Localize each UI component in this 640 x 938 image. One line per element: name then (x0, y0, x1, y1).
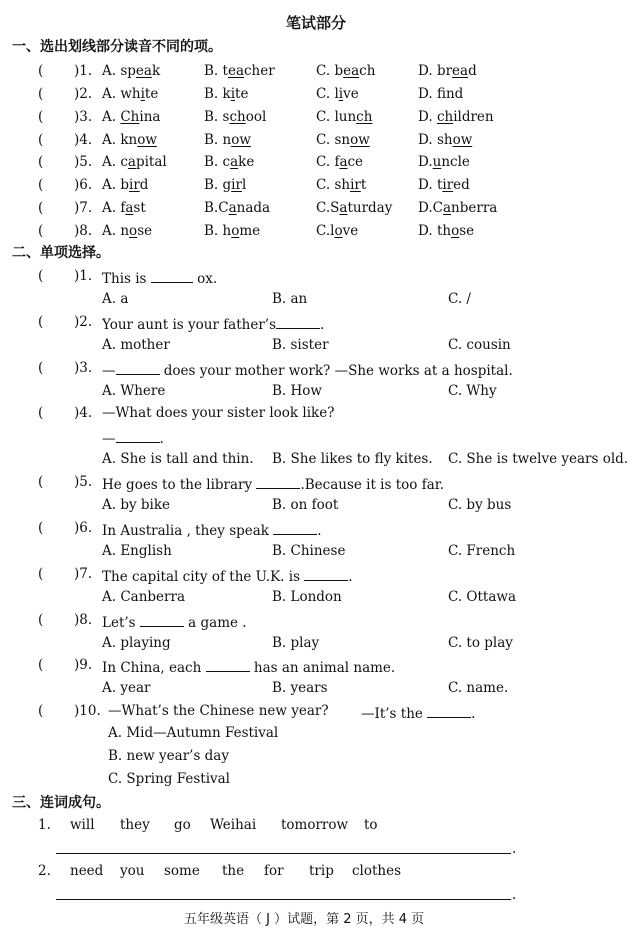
stem-text: does your mother work? —She works at a hospital. (159, 363, 513, 379)
option-letter: A. (102, 177, 121, 193)
word-part: ch (359, 63, 376, 79)
question-number: )3. (74, 109, 93, 125)
stem-text: . (317, 523, 322, 539)
underlined-part: ch (229, 109, 246, 125)
word: need (70, 863, 104, 879)
question-number: )9. (74, 657, 93, 673)
option-c (316, 88, 359, 102)
blank[interactable] (304, 568, 348, 581)
option-a: A. by bike (102, 497, 171, 513)
option-letter: D. (418, 223, 437, 239)
blank[interactable] (206, 659, 250, 672)
answer-paren: ( (38, 177, 44, 193)
word-part: C (432, 200, 443, 216)
option-letter: D. (418, 177, 437, 193)
option-letter: C. (316, 200, 331, 216)
option-d (418, 88, 463, 102)
answer-paren: ( (38, 314, 44, 330)
answer-paren: ( (38, 566, 44, 582)
word-part: nd (445, 86, 464, 102)
word-part: turday (347, 200, 393, 216)
answer-paren: ( (38, 132, 44, 148)
word-part: k (222, 86, 231, 102)
question-number: )5. (74, 474, 93, 490)
section2-heading: 二、单项选择。 (12, 245, 110, 261)
answer-paren: ( (38, 657, 44, 673)
word-part: ed (453, 177, 470, 193)
answer-paren: ( (38, 200, 44, 216)
option-b: B. play (272, 635, 320, 651)
option-b: B. How (272, 383, 322, 399)
option-letter: D. (418, 109, 437, 125)
option-a: A. playing (102, 635, 171, 651)
answer-paren: ( (38, 268, 44, 284)
stem-text: ox. (192, 271, 218, 287)
option-c (316, 202, 392, 216)
word-part: kn (120, 132, 138, 148)
underlined-part: ir (350, 177, 361, 193)
option-a: A. a (102, 291, 129, 307)
option-letter: A. (102, 223, 121, 239)
option-letter: A. (102, 86, 121, 102)
word-part: sp (120, 63, 136, 79)
word-part: ildren (453, 109, 494, 125)
option-c: C. to play (448, 635, 513, 651)
word-part: th (436, 223, 452, 239)
option-c: C. Spring Festival (108, 771, 231, 787)
option-letter: A. (102, 132, 121, 148)
question-stem (102, 614, 247, 631)
underlined-part: ir (231, 177, 242, 193)
option-letter: C. (316, 63, 335, 79)
underlined-part: i (140, 86, 145, 102)
word-part: f (120, 200, 126, 216)
option-a (102, 225, 152, 239)
question-number: 2. (38, 863, 51, 879)
word-part: wh (120, 86, 141, 102)
option-a (102, 134, 157, 148)
stem-text: . (320, 317, 325, 333)
blank[interactable] (140, 614, 184, 627)
option-d (418, 225, 474, 239)
question-stem (102, 476, 444, 493)
question-stem (102, 270, 217, 287)
question-number: )1. (74, 268, 93, 284)
stem-text: In China, each (102, 660, 206, 676)
option-letter: C. (316, 132, 335, 148)
question-stem: —What’s the Chinese new year? (108, 703, 329, 719)
option-b (204, 202, 270, 216)
option-c: C. name. (448, 680, 509, 696)
option-b: B. new year’s day (108, 748, 229, 764)
option-d (418, 134, 472, 148)
answer-paren: ( (38, 63, 44, 79)
option-b (204, 225, 260, 239)
option-letter: C. (316, 109, 335, 125)
question-stem (102, 659, 395, 676)
underlined-part: a (228, 200, 237, 216)
option-c (316, 225, 358, 239)
word: to (364, 817, 378, 833)
word-part: t (436, 177, 443, 193)
option-letter: B. (204, 177, 223, 193)
question-number: )4. (74, 405, 93, 421)
question-response (361, 705, 475, 722)
question-stem (102, 522, 322, 539)
underlined-part: ea (343, 63, 360, 79)
word-part: s (222, 109, 230, 125)
option-letter: D. (418, 86, 437, 102)
answer-paren: ( (38, 109, 44, 125)
answer-paren: ( (38, 405, 44, 421)
option-c: C. French (448, 543, 516, 559)
answer-paren: ( (38, 86, 44, 102)
word-part: te (144, 86, 159, 102)
underlined-part: ir (442, 177, 454, 193)
word-part: ve (342, 223, 359, 239)
option-a: A. Mid—Autumn Festival (108, 725, 279, 741)
word-part: d (468, 63, 477, 79)
blank[interactable] (256, 476, 300, 489)
underlined-part: ow (350, 132, 370, 148)
option-c (316, 179, 366, 193)
question-number: )5. (74, 154, 93, 170)
blank[interactable] (151, 270, 193, 283)
option-letter: B. (204, 132, 223, 148)
option-a: A. year (102, 680, 151, 696)
word: they (120, 817, 150, 833)
word-part: ncle (441, 154, 470, 170)
word-part: sn (334, 132, 351, 148)
word-part: ce (347, 154, 364, 170)
underlined-part: ir (129, 177, 140, 193)
option-b: B. sister (272, 337, 329, 353)
option-letter: A. (102, 63, 121, 79)
option-b: B. on foot (272, 497, 339, 513)
answer-paren: ( (38, 520, 44, 536)
word: will (70, 817, 95, 833)
word-part: st (133, 200, 146, 216)
word-part: pital (135, 154, 167, 170)
underlined-part: o (451, 223, 460, 239)
underlined-part: o (231, 223, 240, 239)
option-letter: D. (418, 132, 437, 148)
sentence-end: . (512, 887, 517, 903)
section1-heading: 一、选出划线部分读音不同的项。 (12, 39, 222, 55)
word: go (174, 817, 191, 833)
underlined-part: ea (452, 63, 469, 79)
option-a: A. Where (102, 383, 166, 399)
underlined-part: i (338, 86, 344, 102)
option-b (204, 88, 248, 102)
option-b: B. She likes to fly kites. (272, 451, 433, 467)
option-letter: D. (418, 154, 433, 170)
option-a: A. English (102, 543, 172, 559)
option-a (102, 111, 160, 125)
question-response (102, 430, 164, 447)
answer-paren: ( (38, 223, 44, 239)
underlined-part: a (127, 154, 136, 170)
answer-line[interactable] (56, 853, 511, 854)
option-b (204, 179, 246, 193)
word-part: ve (343, 86, 359, 102)
option-c: C. cousin (448, 337, 511, 353)
word-part: f (334, 154, 340, 170)
word-part: sh (334, 177, 351, 193)
word: you (120, 863, 145, 879)
option-b (204, 156, 254, 170)
stem-text: This is (102, 271, 151, 287)
word-part: C (218, 200, 229, 216)
page-footer: 五年级英语（ J ）试题，第 2 页，共 4 页 (184, 912, 425, 927)
stem-text: The capital city of the U.K. is (102, 569, 305, 585)
question-stem (102, 568, 353, 585)
option-c: C. by bus (448, 497, 512, 513)
word-part: n (120, 223, 130, 239)
word-part: f (436, 86, 446, 102)
word-part: br (436, 63, 453, 79)
answer-line[interactable] (56, 899, 511, 900)
stem-text: In Australia , they speak (102, 523, 274, 539)
question-number: )7. (74, 200, 93, 216)
question-number: 1. (38, 817, 51, 833)
question-number: )6. (74, 520, 93, 536)
question-number: )8. (74, 223, 93, 239)
word: the (222, 863, 245, 879)
underlined-part: o (334, 223, 343, 239)
option-c: C. Why (448, 383, 497, 399)
option-a (102, 179, 148, 193)
blank[interactable] (276, 316, 320, 329)
stem-text: .Because it is too far. (300, 477, 445, 493)
underlined-part: Ch (120, 109, 140, 125)
word-part: sh (436, 132, 453, 148)
word-part: k (151, 63, 161, 79)
option-letter: A. (102, 154, 121, 170)
word-part: b (334, 63, 344, 79)
word-part: l (334, 86, 339, 102)
sentence-end: . (512, 841, 517, 857)
stem-text: a game . (183, 615, 247, 631)
question-number: )8. (74, 612, 93, 628)
option-a: A. She is tall and thin. (102, 451, 254, 467)
option-a: A. mother (102, 337, 170, 353)
blank[interactable] (116, 362, 160, 375)
word-part: b (120, 177, 129, 193)
stem-text: . (471, 706, 476, 722)
word-part: l (241, 177, 247, 193)
stem-text: . (348, 569, 353, 585)
word-part: te (235, 86, 249, 102)
word: for (264, 863, 284, 879)
word-part: nada (236, 200, 271, 216)
option-letter: C. (316, 223, 331, 239)
option-a (102, 88, 158, 102)
option-letter: C. (316, 154, 335, 170)
option-letter: C. (316, 177, 335, 193)
option-b: B. Chinese (272, 543, 346, 559)
option-d (418, 202, 497, 216)
option-d (418, 65, 477, 79)
question-number: )3. (74, 360, 93, 376)
option-letter: D. (418, 200, 433, 216)
word: Weihai (210, 817, 257, 833)
answer-paren: ( (38, 703, 44, 719)
answer-paren: ( (38, 154, 44, 170)
underlined-part: ch (436, 109, 454, 125)
option-letter: A. (102, 200, 121, 216)
word-part: n (222, 132, 232, 148)
option-letter: A. (102, 109, 121, 125)
word-part: l (330, 223, 335, 239)
blank[interactable] (273, 522, 317, 535)
question-stem (102, 316, 324, 333)
word: some (164, 863, 200, 879)
word-part: se (459, 223, 475, 239)
stem-text: has an animal name. (249, 660, 396, 676)
stem-text: Let’s (102, 615, 140, 631)
option-d (418, 111, 494, 125)
question-number: )1. (74, 63, 93, 79)
word-part: t (360, 177, 367, 193)
word-part: g (222, 177, 232, 193)
underlined-part: u (432, 154, 442, 170)
underlined-part: o (129, 223, 138, 239)
word-part: me (239, 223, 261, 239)
stem-text: — (102, 363, 116, 379)
word-part: lun (334, 109, 357, 125)
underlined-part: ea (227, 63, 244, 79)
word-part: S (330, 200, 340, 216)
page-title: 笔试部分 (286, 14, 347, 32)
underlined-part: a (339, 200, 348, 216)
option-c (316, 111, 372, 125)
option-letter: B. (204, 154, 223, 170)
stem-text: — (102, 431, 116, 447)
option-c: C. She is twelve years old. (448, 451, 629, 467)
word-part: c (120, 154, 128, 170)
option-letter: B. (204, 109, 223, 125)
question-stem (102, 362, 513, 379)
option-b: B. an (272, 291, 308, 307)
option-letter: B. (204, 223, 223, 239)
question-number: )2. (74, 314, 93, 330)
option-c (316, 134, 370, 148)
question-number: )4. (74, 132, 93, 148)
underlined-part: ch (356, 109, 373, 125)
option-b (204, 65, 275, 79)
underlined-part: ow (452, 132, 473, 148)
blank[interactable] (427, 705, 471, 718)
option-c: C. Ottawa (448, 589, 517, 605)
option-letter: B. (204, 86, 223, 102)
question-stem: —What does your sister look like? (102, 405, 335, 421)
option-a (102, 202, 146, 216)
word: clothes (352, 863, 402, 879)
answer-paren: ( (38, 474, 44, 490)
question-number: )2. (74, 86, 93, 102)
stem-text: . (159, 431, 164, 447)
option-d (418, 179, 470, 193)
stem-text: Your aunt is your father’s (102, 317, 277, 333)
underlined-part: a (230, 154, 239, 170)
section3-heading: 三、连词成句。 (12, 795, 110, 811)
word: tomorrow (281, 817, 349, 833)
word: trip (309, 863, 334, 879)
question-number: )6. (74, 177, 93, 193)
word-part: c (222, 154, 231, 170)
underlined-part: ea (135, 63, 152, 79)
word-part: se (137, 223, 153, 239)
question-number: )7. (74, 566, 93, 582)
word-part: cher (244, 63, 275, 79)
option-b: B. London (272, 589, 342, 605)
option-letter: C. (316, 86, 335, 102)
word-part: ke (238, 154, 255, 170)
blank[interactable] (116, 430, 160, 443)
option-a: A. Canberra (102, 589, 185, 605)
option-c (316, 65, 375, 79)
underlined-part: a (339, 154, 348, 170)
stem-text: —It’s the (361, 706, 428, 722)
option-letter: B. (204, 200, 219, 216)
option-b (204, 134, 251, 148)
word-part: h (222, 223, 232, 239)
answer-paren: ( (38, 360, 44, 376)
option-letter: D. (418, 63, 437, 79)
option-c (316, 156, 363, 170)
question-number: )10. (74, 703, 101, 719)
word-part: nberra (451, 200, 498, 216)
stem-text: He goes to the library (102, 477, 257, 493)
option-b (204, 111, 266, 125)
word-part: ool (245, 109, 267, 125)
word-part: d (139, 177, 149, 193)
option-letter: B. (204, 63, 223, 79)
answer-paren: ( (38, 612, 44, 628)
option-a (102, 156, 167, 170)
underlined-part: ow (137, 132, 157, 148)
word-part: t (222, 63, 228, 79)
word-part: ina (139, 109, 161, 125)
option-c: C. / (448, 291, 471, 307)
underlined-part: a (442, 200, 452, 216)
underlined-part: a (125, 200, 134, 216)
underlined-part: i (230, 86, 236, 102)
option-a (102, 65, 160, 79)
option-d (418, 156, 470, 170)
underlined-part: ow (231, 132, 251, 148)
option-b: B. years (272, 680, 328, 696)
